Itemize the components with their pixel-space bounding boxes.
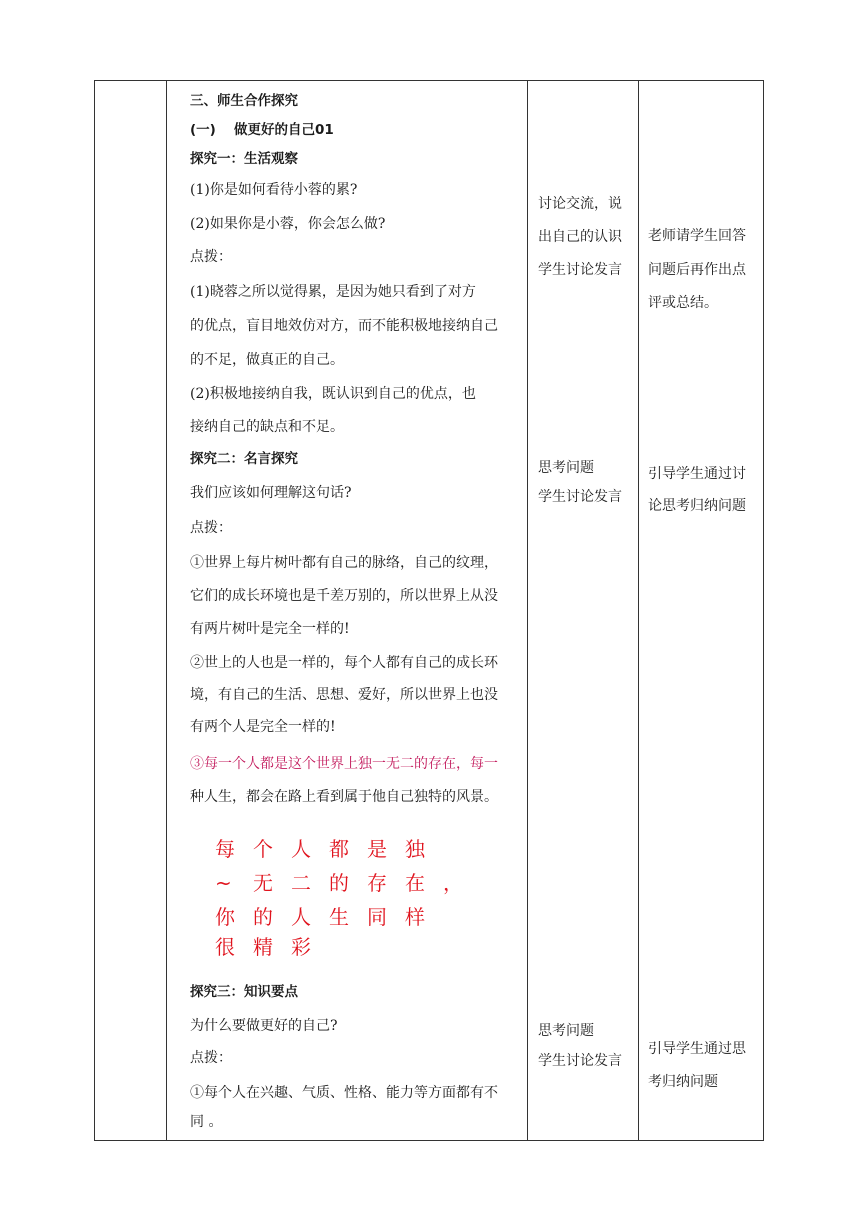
explore3-question: 为什么要做更好的自己? [190, 1018, 338, 1034]
quote-char: 无 [253, 871, 273, 895]
quote-char: 独 [405, 837, 425, 861]
explore2-title: 探究二：名言探究 [190, 451, 298, 467]
quote-char: 在 [405, 871, 425, 895]
explore2-point-3-line-2: 种人生，都会在路上看到属于他自己独特的风景。 [190, 789, 498, 805]
explore2-point-2-line-3: 有两个人是完全一样的! [190, 719, 336, 735]
teacher-activity-3-line-2: 考归纳问题 [648, 1074, 718, 1090]
explore1-answer-2-line-2: 接纳自己的缺点和不足。 [190, 419, 344, 435]
explore1-hint-label: 点拨： [190, 249, 232, 265]
quote-char: 都 [329, 837, 349, 861]
explore3-hint-label: 点拨： [190, 1050, 232, 1066]
explore1-answer-1-line-2: 的优点，盲目地效仿对方，而不能积极地接纳自己 [190, 318, 498, 334]
column-divider [166, 81, 167, 1140]
explore1-answer-1-line-3: 的不足，做真正的自己。 [190, 352, 344, 368]
teacher-activity-2-line-2: 论思考归纳问题 [648, 498, 746, 514]
quote-char: 你 [215, 905, 235, 929]
explore1-question-1: (1)你是如何看待小蓉的累? [190, 182, 358, 198]
student-activity-1-line-1: 讨论交流，说 [538, 196, 622, 212]
teacher-activity-2-line-1: 引导学生通过讨 [648, 466, 746, 482]
quote-char: 人 [291, 837, 311, 861]
explore2-point-3-line-1: ③每一个人都是这个世界上独一无二的存在，每一 [190, 756, 498, 772]
student-activity-3-line-2: 学生讨论发言 [538, 1053, 622, 1069]
student-activity-3-line-1: 思考问题 [538, 1023, 594, 1039]
teacher-activity-1-line-3: 评或总结。 [648, 295, 718, 311]
quote-char: 人 [291, 905, 311, 929]
quote-char: 样 [405, 905, 425, 929]
quote-line [215, 932, 329, 962]
quote-char: 同 [367, 905, 387, 929]
student-activity-2-line-2: 学生讨论发言 [538, 489, 622, 505]
quote-line [215, 868, 463, 898]
subsection-title: (一) 做更好的自己01 [190, 122, 334, 138]
quote-line [215, 834, 443, 864]
explore3-point-1-line-1: ①每个人在兴趣、气质、性格、能力等方面都有不 [190, 1085, 498, 1101]
student-activity-2-line-1: 思考问题 [538, 460, 594, 476]
quote-char: 彩 [291, 935, 311, 959]
section-heading: 三、师生合作探究 [190, 93, 298, 109]
quote-char: 的 [253, 905, 273, 929]
quote-char: 很 [215, 935, 235, 959]
explore1-answer-2-line-1: (2)积极地接纳自我，既认识到自己的优点，也 [190, 386, 476, 402]
quote-char: 每 [215, 837, 235, 861]
quote-char: 是 [367, 837, 387, 861]
explore3-title: 探究三：知识要点 [190, 984, 298, 1000]
column-divider [527, 81, 528, 1140]
explore1-answer-1-line-1: (1)晓蓉之所以觉得累，是因为她只看到了对方 [190, 284, 476, 300]
explore2-point-2-line-1: ②世上的人也是一样的，每个人都有自己的成长环 [190, 655, 498, 671]
explore2-question: 我们应该如何理解这句话? [190, 485, 352, 501]
explore2-hint-label: 点拨： [190, 520, 232, 536]
quote-char: 存 [367, 871, 387, 895]
explore2-point-1-line-2: 它们的成长环境也是千差万别的，所以世界上从没 [190, 588, 498, 604]
explore1-title: 探究一：生活观察 [190, 151, 298, 167]
quote-char: ~ [215, 871, 232, 895]
student-activity-1-line-3: 学生讨论发言 [538, 262, 622, 278]
quote-char: 的 [329, 871, 349, 895]
column-divider [638, 81, 639, 1140]
explore2-point-1-line-3: 有两片树叶是完全一样的! [190, 621, 350, 637]
explore3-point-1-line-2: 同 。 [190, 1114, 223, 1130]
quote-char: 二 [291, 871, 311, 895]
quote-char: ， [443, 871, 463, 895]
teacher-activity-1-line-1: 老师请学生回答 [648, 228, 746, 244]
teacher-activity-3-line-1: 引导学生通过思 [648, 1041, 746, 1057]
explore1-question-2: (2)如果你是小蓉，你会怎么做? [190, 216, 386, 232]
explore2-point-2-line-2: 境，有自己的生活、思想、爱好，所以世界上也没 [190, 687, 498, 703]
quote-char: 个 [253, 837, 273, 861]
quote-char: 生 [329, 905, 349, 929]
quote-line [215, 902, 443, 932]
quote-char: 精 [253, 935, 273, 959]
explore2-point-1-line-1: ①世界上每片树叶都有自己的脉络，自己的纹理， [190, 555, 498, 571]
teacher-activity-1-line-2: 问题后再作出点 [648, 262, 746, 278]
student-activity-1-line-2: 出自己的认识 [538, 229, 622, 245]
